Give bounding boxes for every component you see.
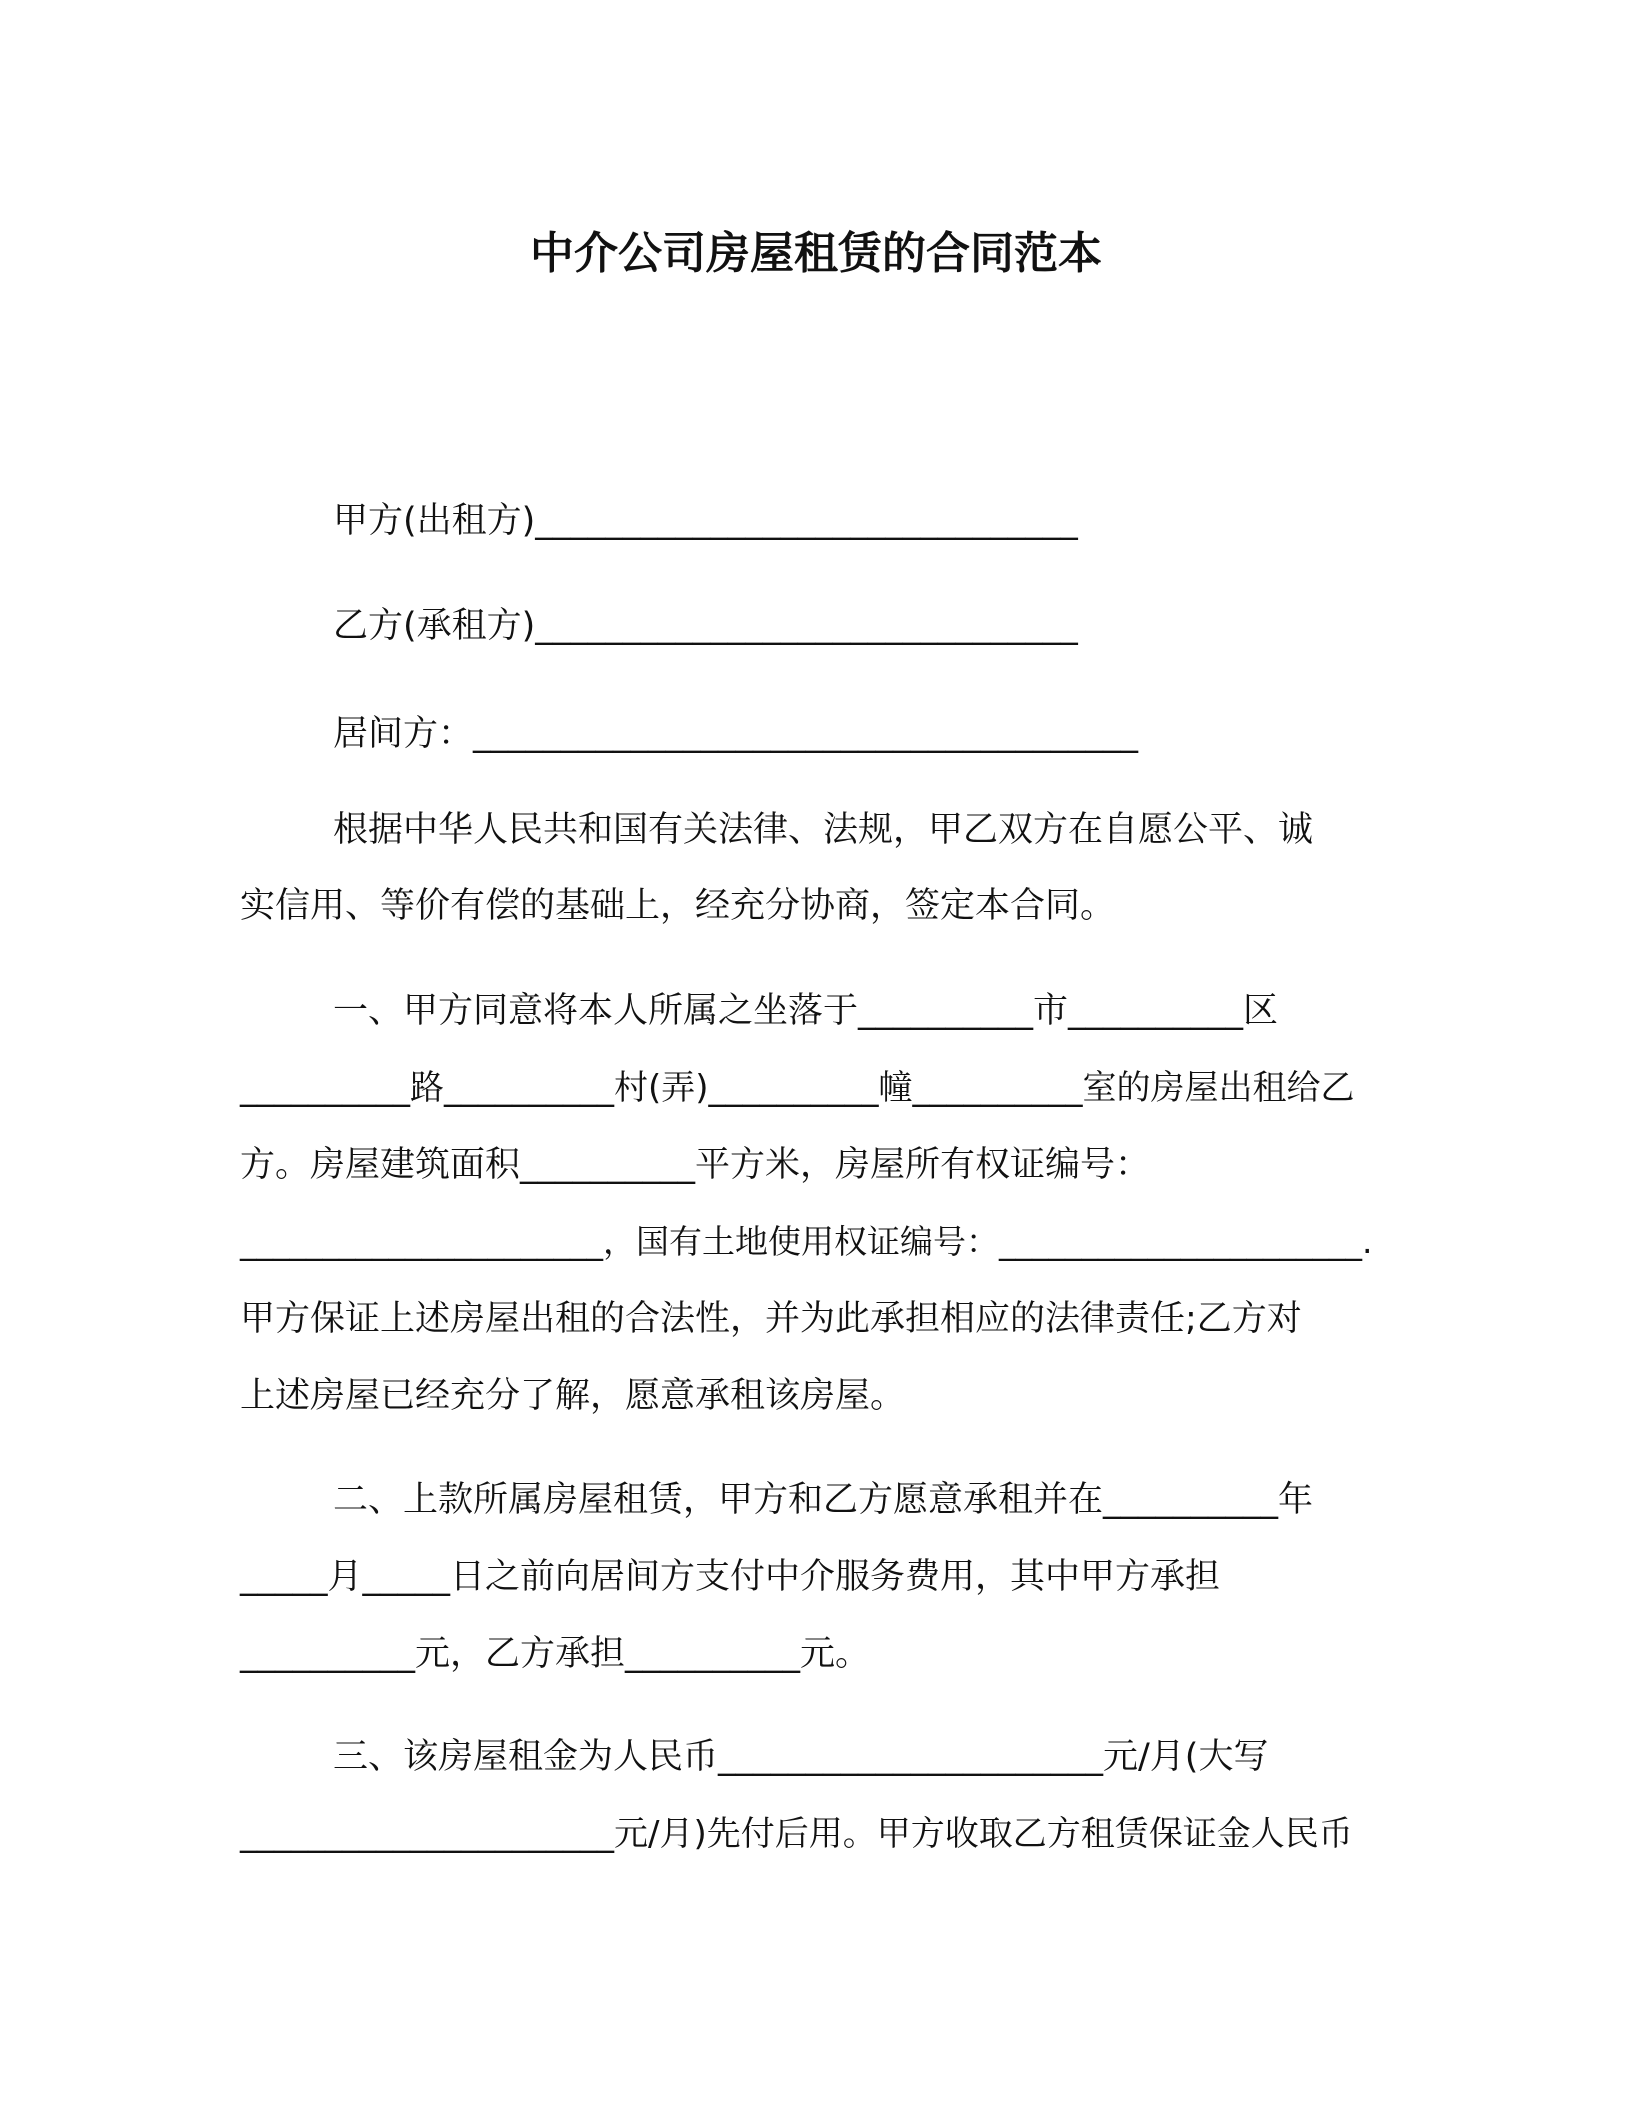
party-b-line: 乙方(承租方)_______________________________ [333,606,1078,646]
clause-1-line-6: 上述房屋已经充分了解，愿意承租该房屋。 [240,1376,906,1416]
clause-3-line-1: 三、该房屋租金为人民币______________________元/月(大写 [333,1737,1269,1777]
intermediary-line: 居间方：______________________________________ [333,714,1139,754]
preamble-line-1: 根据中华人民共和国有关法律、法规，甲乙双方在自愿公平、诚 [333,810,1314,850]
preamble-line-2: 实信用、等价有偿的基础上，经充分协商，签定本合同。 [240,886,1116,926]
document-title: 中介公司房屋租赁的合同范本 [530,228,1102,279]
clause-1-line-4: ______________________，国有土地使用权证编号：______________________. [240,1222,1373,1261]
clause-2-line-3: __________元，乙方承担__________元。 [240,1634,871,1674]
clause-1-line-2: __________路__________村(弄)__________幢__________室的房屋出租给乙 [240,1068,1355,1108]
clause-1-line-5: 甲方保证上述房屋出租的合法性，并为此承担相应的法律责任;乙方对 [240,1299,1302,1339]
clause-2-line-1: 二、上款所属房屋租赁，甲方和乙方愿意承租并在__________年 [333,1480,1314,1520]
party-a-line: 甲方(出租方)_______________________________ [333,501,1078,541]
clause-3-line-2: ______________________元/月)先付后用。甲方收取乙方租赁保证金人民币 [240,1814,1353,1854]
clause-2-line-2: _____月_____日之前向居间方支付中介服务费用，其中甲方承担 [240,1557,1221,1597]
clause-1-line-3: 方。房屋建筑面积__________平方米，房屋所有权证编号： [240,1145,1151,1185]
clause-1-line-1: 一、甲方同意将本人所属之坐落于__________市__________区 [333,991,1279,1031]
